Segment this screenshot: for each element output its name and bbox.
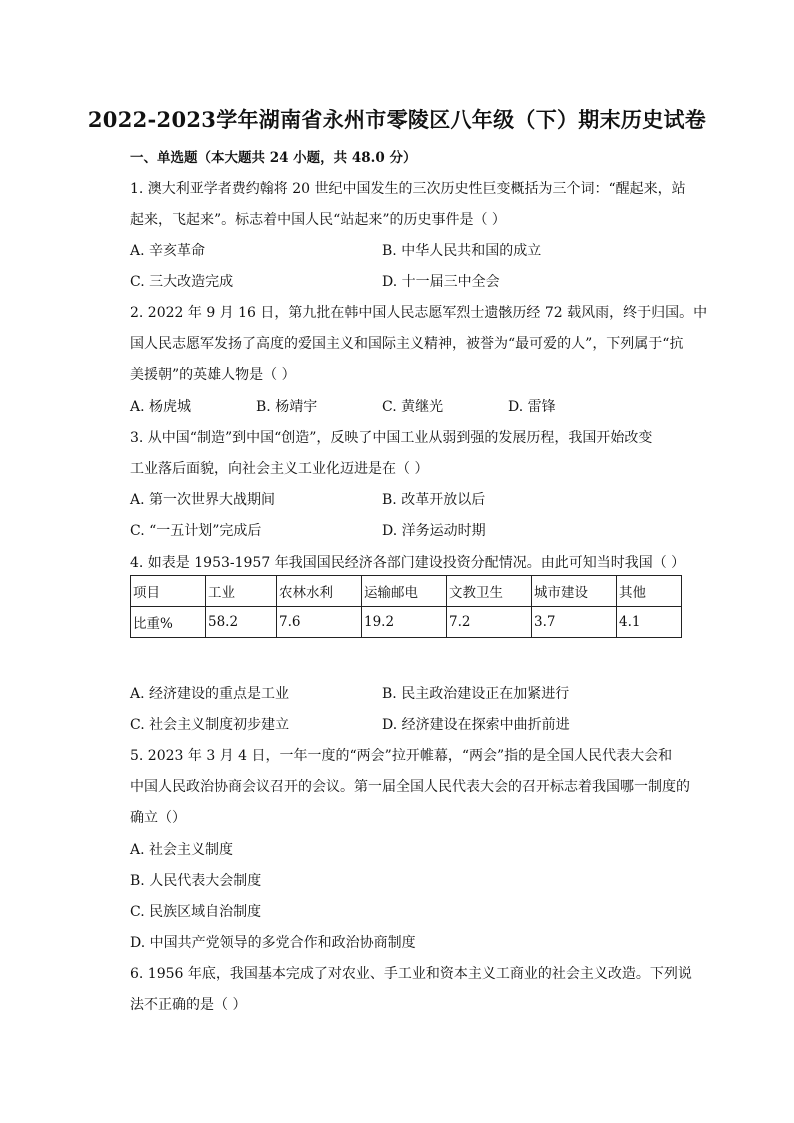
question-3-option-d[interactable]: D. 洋务运动时期 [382, 523, 486, 539]
question-4-option-c[interactable]: C. 社会主义制度初步建立 [130, 717, 290, 733]
question-1-option-b[interactable]: B. 中华人民共和国的成立 [382, 243, 542, 259]
question-2-line-2: 国人民志愿军发扬了高度的爱国主义和国际主义精神，被誉为“最可爱的人”，下列属于“抗 [130, 336, 684, 352]
question-4-line-1: 4. 如表是 1953-1957 年我国国民经济各部门建设投资分配情况。由此可知当时我国（ ） [130, 555, 686, 571]
question-1-option-c[interactable]: C. 三大改造完成 [130, 274, 234, 290]
table-cell: 比重% [131, 607, 206, 638]
table-header-cell: 运输邮电 [362, 576, 447, 607]
table-header-cell: 项目 [131, 576, 206, 607]
table-header-cell: 文教卫生 [447, 576, 532, 607]
page-title: 2022-2023学年湖南省永州市零陵区八年级（下）期末历史试卷 [87, 107, 707, 132]
table-row [131, 607, 682, 638]
table-cell: 3.7 [532, 607, 617, 638]
table-header-cell: 农林水利 [277, 576, 362, 607]
table-header-cell: 其他 [617, 576, 682, 607]
question-6-line-1: 6. 1956 年底，我国基本完成了对农业、手工业和资本主义工商业的社会主义改造。下列说 [130, 966, 692, 982]
question-2-option-b[interactable]: B. 杨靖宇 [256, 399, 318, 415]
question-3-option-c[interactable]: C. “一五计划”完成后 [130, 523, 262, 539]
question-4-option-b[interactable]: B. 民主政治建设正在加紧进行 [382, 686, 570, 702]
table-cell: 7.2 [447, 607, 532, 638]
question-5-line-1: 5. 2023 年 3 月 4 日，一年一度的“两会”拉开帷幕，“两会”指的是全国人民代表大会和 [130, 748, 673, 764]
table-cell: 7.6 [277, 607, 362, 638]
question-3-line-2: 工业落后面貌，向社会主义工业化迈进是在（ ） [130, 461, 429, 477]
question-5-option-b[interactable]: B. 人民代表大会制度 [130, 873, 262, 889]
question-4-option-a[interactable]: A. 经济建设的重点是工业 [130, 686, 290, 702]
question-2-line-1: 2. 2022 年 9 月 16 日，第九批在韩中国人民志愿军烈士遗骸历经 72 载风雨，终于归国。中 [130, 305, 708, 321]
question-4-option-d[interactable]: D. 经济建设在探索中曲折前进 [382, 717, 570, 733]
investment-table [130, 575, 682, 638]
question-5-option-a[interactable]: A. 社会主义制度 [130, 842, 234, 858]
section-heading: 一、单选题（本大题共 24 小题，共 48.0 分） [130, 150, 417, 166]
table-cell: 4.1 [617, 607, 682, 638]
question-2-option-c[interactable]: C. 黄继光 [382, 399, 444, 415]
question-1-line-2: 起来，飞起来”。标志着中国人民“站起来”的历史事件是（ ） [130, 212, 506, 228]
question-1-option-a[interactable]: A. 辛亥革命 [130, 243, 206, 259]
question-2-option-a[interactable]: A. 杨虎城 [130, 399, 192, 415]
question-6-line-2: 法不正确的是（ ） [130, 997, 247, 1013]
table-cell: 19.2 [362, 607, 447, 638]
question-5-line-2: 中国人民政治协商会议召开的会议。第一届全国人民代表大会的召开标志着我国哪一制度的 [130, 779, 690, 795]
question-1-line-1: 1. 澳大利亚学者费约翰将 20 世纪中国发生的三次历史性巨变概括为三个词：“醒起来，站 [130, 181, 686, 197]
question-3-option-a[interactable]: A. 第一次世界大战期间 [130, 492, 276, 508]
question-2-option-d[interactable]: D. 雷锋 [508, 399, 556, 415]
question-2-line-3: 美援朝”的英雄人物是（ ） [130, 367, 296, 383]
question-5-option-d[interactable]: D. 中国共产党领导的多党合作和政治协商制度 [130, 935, 416, 951]
table-header-cell: 城市建设 [532, 576, 617, 607]
table-cell: 58.2 [206, 607, 277, 638]
question-3-line-1: 3. 从中国“制造”到中国“创造”，反映了中国工业从弱到强的发展历程，我国开始改变 [130, 430, 653, 446]
question-1-option-d[interactable]: D. 十一届三中全会 [382, 274, 500, 290]
question-5-option-c[interactable]: C. 民族区域自治制度 [130, 904, 262, 920]
table-header-row [131, 576, 682, 607]
question-3-option-b[interactable]: B. 改革开放以后 [382, 492, 486, 508]
question-5-line-3: 确立（） [130, 810, 186, 826]
table-header-cell: 工业 [206, 576, 277, 607]
